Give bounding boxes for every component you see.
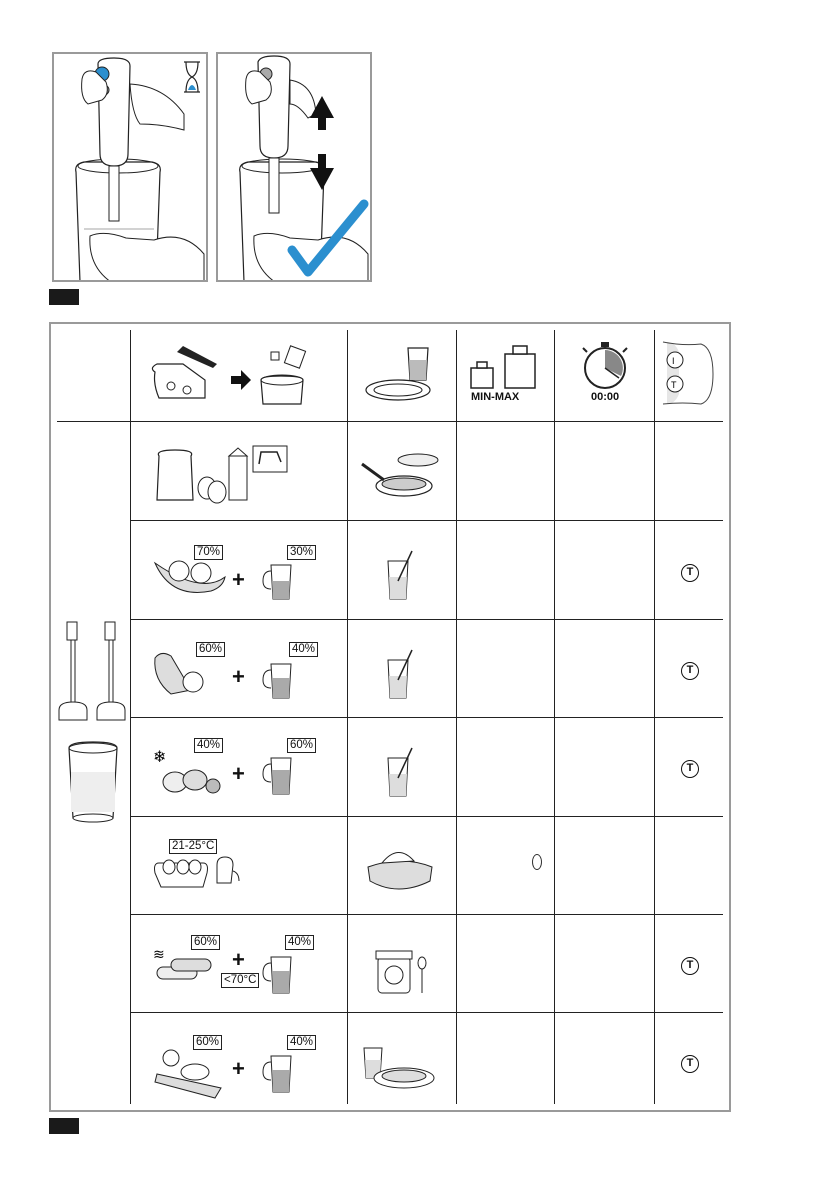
row-batter-result: [348, 422, 456, 520]
svg-text:≋: ≋: [153, 947, 165, 963]
plus-sign: +: [232, 664, 245, 689]
turbo-symbol: T: [681, 564, 699, 582]
turbo-symbol: T: [681, 957, 699, 975]
ingredient-percent: 60%: [196, 642, 225, 657]
blender-move-illustration: [218, 54, 372, 282]
illustration-panel-move: [216, 52, 372, 282]
row-frozen-ingredients: [131, 718, 347, 816]
turbo-symbol: T: [681, 662, 699, 680]
ingredient-percent: 70%: [194, 545, 223, 560]
turbo-symbol: T: [681, 760, 699, 778]
ingredient-percent: 60%: [191, 935, 220, 950]
soup-bowl-icon: [348, 1014, 456, 1110]
liquid-percent: 60%: [287, 738, 316, 753]
blender-shaft-and-beaker-icon: [51, 422, 130, 1112]
row-batter-ingredients: [131, 422, 347, 520]
row-baby-ingredients: [131, 915, 347, 1013]
liquid-percent: 40%: [285, 935, 314, 950]
liquid-percent: 40%: [287, 1035, 316, 1050]
temperature-label: 21-25°C: [169, 839, 217, 854]
row-veg-ingredients: [131, 620, 347, 717]
section-marker-top: [49, 289, 79, 305]
illustration-panel-hold: [52, 52, 208, 282]
speed-buttons-icon: [655, 324, 727, 421]
row-mayo-ingredients: [131, 817, 347, 914]
plus-sign: +: [232, 947, 245, 972]
timer-label: 00:00: [591, 391, 620, 403]
plate-glass-icon: [348, 324, 456, 421]
weight-icon: [457, 324, 554, 421]
blender-hold-illustration: [54, 54, 208, 282]
liquid-percent: 40%: [289, 642, 318, 657]
plus-sign: +: [232, 567, 245, 592]
liquid-percent: 30%: [287, 545, 316, 560]
eggs-oil-icon: [131, 817, 347, 914]
frying-pan-icon: [348, 422, 456, 520]
attachments-cell: [51, 422, 130, 1112]
ingredient-percent: 40%: [194, 738, 223, 753]
chopping-board-icon: [131, 324, 347, 421]
recipe-table: [49, 322, 731, 1112]
svg-text:I: I: [672, 356, 675, 366]
baby-food-jar-icon: [348, 915, 456, 1013]
mayonnaise-hotdog-icon: [348, 817, 456, 914]
svg-text:T: T: [671, 380, 677, 390]
section-marker-bottom: [49, 1118, 79, 1134]
plus-sign: +: [232, 1056, 245, 1081]
header-speed: [655, 324, 727, 421]
weight-label: MIN-MAX: [471, 391, 520, 403]
header-result: [348, 324, 456, 421]
smoothie-glass-icon: [348, 620, 456, 717]
header-prep: [131, 324, 347, 421]
row-fruit-ingredients: [131, 521, 347, 619]
header-quantity: [457, 324, 554, 421]
svg-text:❄: ❄: [153, 747, 167, 766]
smoothie-glass-icon: [348, 718, 456, 816]
stopwatch-icon: [555, 324, 654, 421]
oval-mark: [532, 854, 542, 870]
ingredient-percent: 60%: [193, 1035, 222, 1050]
header-time: [555, 324, 654, 421]
flour-eggs-milk-icon: [131, 422, 347, 520]
temperature-label: <70°C: [221, 973, 259, 988]
smoothie-glass-icon: [348, 521, 456, 619]
plus-sign: +: [232, 761, 245, 786]
hourglass-icon: [184, 62, 200, 92]
turbo-symbol: T: [681, 1055, 699, 1073]
row-soup-ingredients: [131, 1014, 347, 1110]
